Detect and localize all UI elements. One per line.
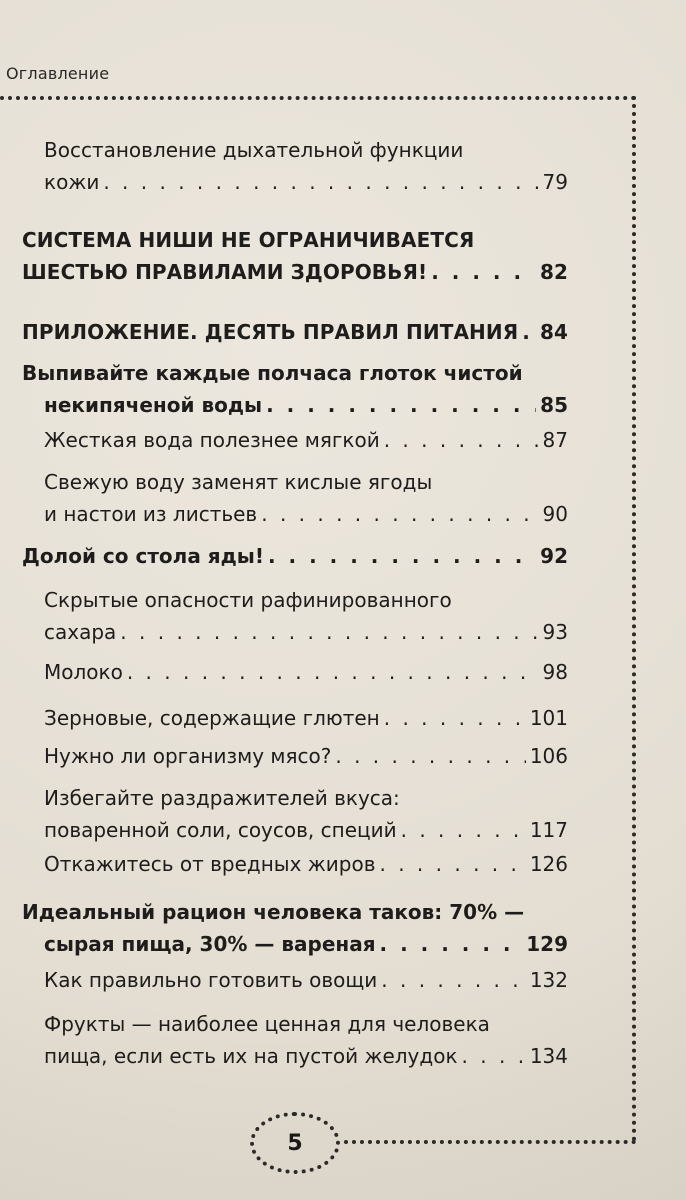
toc-entry[interactable] bbox=[44, 848, 568, 880]
dot-leader bbox=[266, 389, 536, 421]
page-number bbox=[250, 1112, 340, 1174]
dot-leader bbox=[384, 424, 539, 456]
toc-entry[interactable] bbox=[44, 424, 568, 456]
dotted-rule-top bbox=[0, 96, 636, 100]
toc-entry[interactable] bbox=[22, 224, 568, 288]
dot-leader bbox=[381, 964, 526, 996]
toc-entry-line: поваренной соли, соусов, специй . . . 117 bbox=[44, 814, 568, 846]
toc-entry-line: Откажитесь от вредных жиров . . . 126 bbox=[44, 848, 568, 880]
toc-entry[interactable] bbox=[22, 896, 568, 960]
toc-entry-line: Выпивайте каждые полчаса глоток чистой bbox=[22, 361, 523, 385]
toc-page-number: 84 bbox=[539, 320, 568, 344]
toc-entry[interactable] bbox=[22, 540, 568, 572]
toc-entry[interactable] bbox=[44, 782, 568, 846]
toc-page-number: 79 bbox=[542, 170, 568, 194]
toc-entry-line: пища, если есть их на пустой желудок . . . 134 bbox=[44, 1040, 568, 1072]
toc-entry-line: Долой со стола яды! . . . 92 bbox=[22, 540, 568, 572]
toc-page-number: 98 bbox=[542, 660, 568, 684]
toc-entry[interactable] bbox=[44, 466, 568, 530]
toc-entry[interactable] bbox=[22, 316, 568, 348]
toc-page-number: 85 bbox=[540, 393, 568, 417]
toc-entry-line: Восстановление дыхательной функции bbox=[44, 138, 464, 162]
toc-entry[interactable] bbox=[22, 357, 568, 421]
toc-entry-line: некипяченой воды . . . 85 bbox=[22, 389, 568, 421]
dot-leader bbox=[261, 498, 538, 530]
dot-leader bbox=[127, 656, 539, 688]
page-number-text: 5 bbox=[287, 1130, 303, 1156]
dot-leader bbox=[522, 316, 536, 348]
toc-entry[interactable] bbox=[44, 740, 568, 772]
dot-leader bbox=[120, 616, 538, 648]
dot-leader bbox=[431, 256, 536, 288]
toc-page-number: 134 bbox=[529, 1044, 568, 1068]
toc-entry-line: Жесткая вода полезнее мягкой . . . 87 bbox=[44, 424, 568, 456]
toc-entry-line: Как правильно готовить овощи . . . 132 bbox=[44, 964, 568, 996]
dot-leader bbox=[335, 740, 525, 772]
toc-entry-line: СИСТЕМА НИШИ НЕ ОГРАНИЧИВАЕТСЯ bbox=[22, 228, 475, 252]
dot-leader bbox=[380, 928, 523, 960]
toc-entry-line: кожи . . . 79 bbox=[44, 166, 568, 198]
toc-entry-line: ШЕСТЬЮ ПРАВИЛАМИ ЗДОРОВЬЯ! . . . 82 bbox=[22, 256, 568, 288]
toc-page-number: 126 bbox=[529, 852, 568, 876]
toc-page-number: 92 bbox=[540, 544, 568, 568]
toc-entry-line: и настои из листьев . . . 90 bbox=[44, 498, 568, 530]
dot-leader bbox=[380, 848, 526, 880]
toc-entry-line: сахара . . . 93 bbox=[44, 616, 568, 648]
dot-leader bbox=[462, 1040, 526, 1072]
toc-page-number: 117 bbox=[529, 818, 568, 842]
toc-page-number: 106 bbox=[529, 744, 568, 768]
toc-entry-line: Фрукты — наиболее ценная для человека bbox=[44, 1012, 490, 1036]
toc-entry-line: Скрытые опасности рафинированного bbox=[44, 588, 452, 612]
toc-page-number: 82 bbox=[539, 260, 568, 284]
toc-entry-line: сырая пища, 30% — вареная . . . 129 bbox=[22, 928, 568, 960]
toc-entry[interactable] bbox=[44, 964, 568, 996]
toc-entry-line: Зерновые, содержащие глютен . . . 101 bbox=[44, 702, 568, 734]
toc-entry-line: Молоко . . . 98 bbox=[44, 656, 568, 688]
toc-page-number: 87 bbox=[542, 428, 568, 452]
dotted-rule-bottom bbox=[344, 1140, 636, 1144]
toc-entry[interactable] bbox=[44, 134, 568, 198]
toc-entry[interactable] bbox=[44, 1008, 568, 1072]
toc-page-number: 90 bbox=[542, 502, 568, 526]
dot-leader bbox=[268, 540, 536, 572]
toc-page-number: 132 bbox=[529, 968, 568, 992]
dot-leader bbox=[103, 166, 538, 198]
dot-leader bbox=[401, 814, 526, 846]
toc-entry-line: Идеальный рацион человека таков: 70% — bbox=[22, 900, 525, 924]
toc-page-number: 101 bbox=[529, 706, 568, 730]
toc-page-number: 129 bbox=[526, 932, 568, 956]
dotted-rule-right bbox=[632, 96, 636, 1142]
toc-entry[interactable] bbox=[44, 584, 568, 648]
toc-entry[interactable] bbox=[44, 702, 568, 734]
running-header: Оглавление bbox=[6, 64, 110, 83]
toc-entry-line: Нужно ли организму мясо? . . . 106 bbox=[44, 740, 568, 772]
toc-entry-line: Избегайте раздражителей вкуса: bbox=[44, 786, 400, 810]
toc-entry-line: Свежую воду заменят кислые ягоды bbox=[44, 470, 433, 494]
toc-entry[interactable] bbox=[44, 656, 568, 688]
dot-leader bbox=[384, 702, 526, 734]
toc-entry-line: ПРИЛОЖЕНИЕ. ДЕСЯТЬ ПРАВИЛ ПИТАНИЯ . . . 84 bbox=[22, 316, 568, 348]
toc-page-number: 93 bbox=[542, 620, 568, 644]
